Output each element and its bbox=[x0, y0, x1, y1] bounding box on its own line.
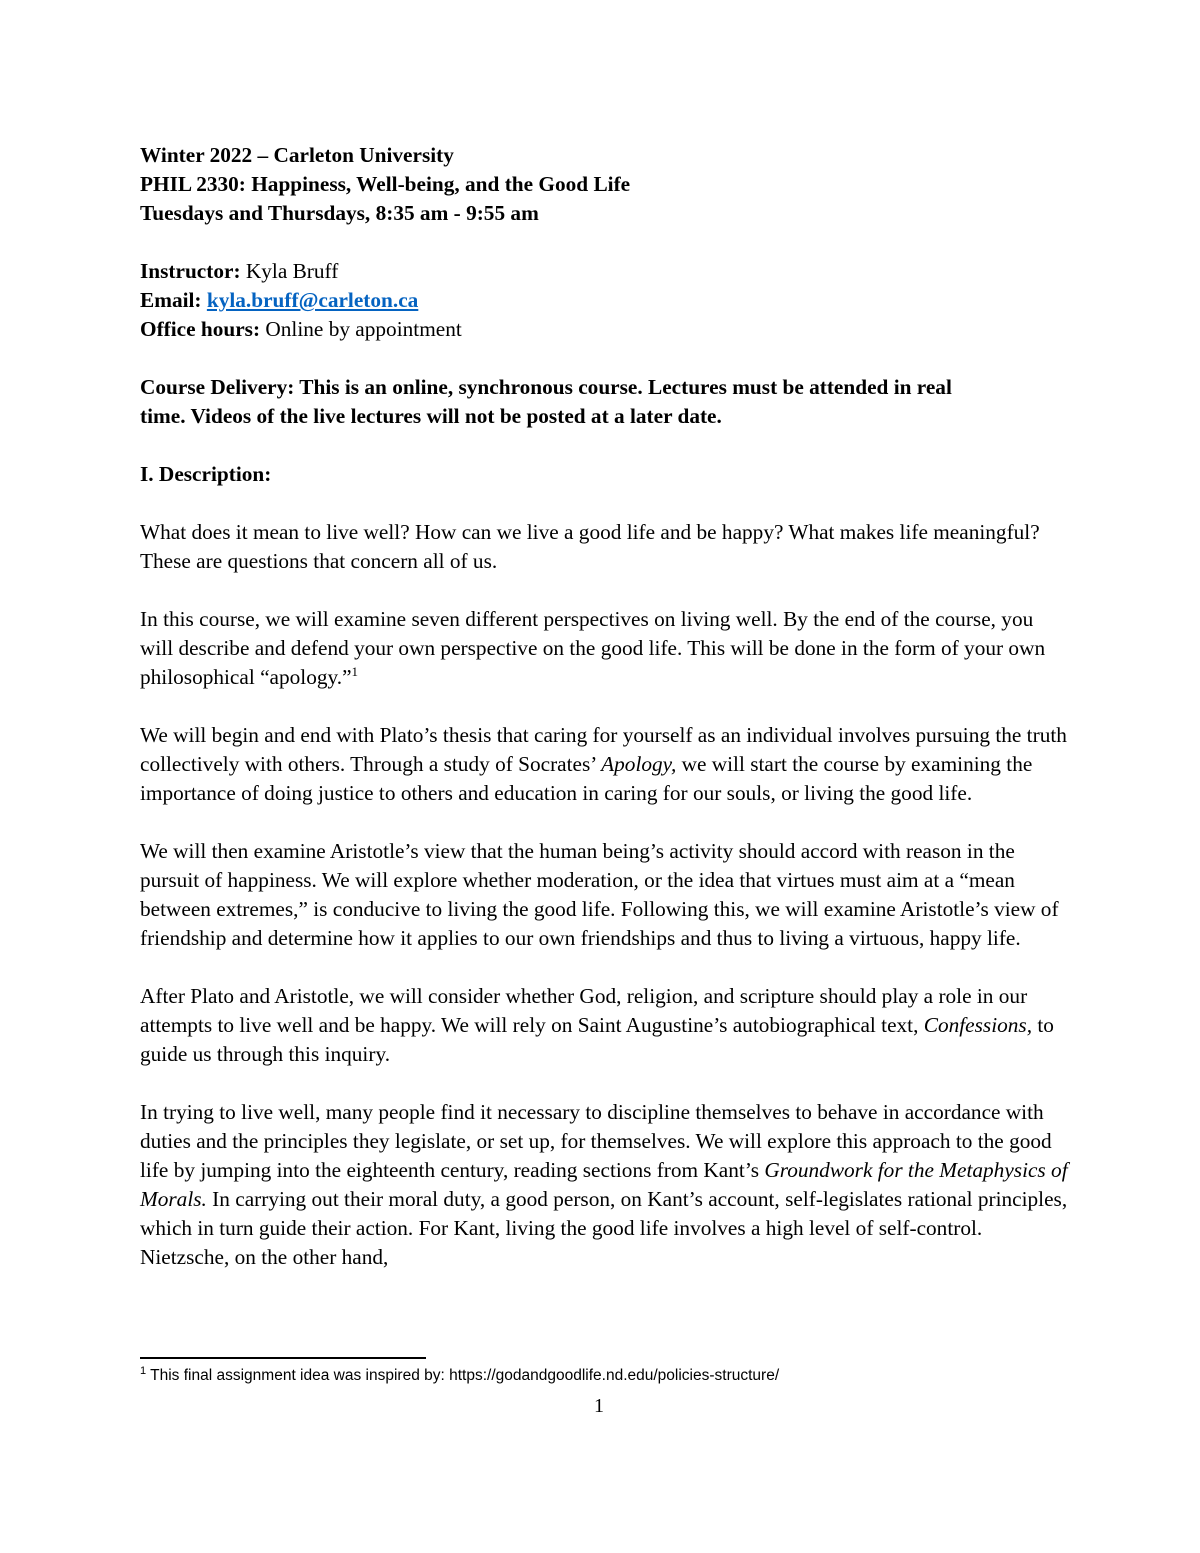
footnote-separator bbox=[140, 1357, 426, 1359]
description-paragraph-6 bbox=[140, 1098, 1070, 1272]
instructor-label: Instructor: bbox=[140, 259, 241, 283]
work-title-groundwork: Groundwork for the Metaphysics of Morals. bbox=[140, 1158, 1068, 1211]
office-hours-label: Office hours: bbox=[140, 317, 261, 341]
paragraph-3-text-a: We will begin and end with Plato’s thesis that caring for yourself as an individual involves pursuing the truth collectively with others. Through a study of Socrates’ bbox=[140, 723, 1067, 776]
footnote-number: 1 bbox=[140, 1364, 147, 1377]
course-delivery-line-2: time. Videos of the live lectures will not be posted at a later date. bbox=[140, 404, 722, 428]
instructor-name: Kyla Bruff bbox=[240, 259, 339, 283]
description-paragraph-4: We will then examine Aristotle’s view that the human being’s activity should accord with reason in the pursuit of happiness. We will explore whether moderation, or the idea that virtues must aim at a “mean between extremes,” is conducive to living the good life. Following this, we will examine Aristotle’s view of friendship and determine how it applies to our own friendships and thus to living a virtuous, happy life. bbox=[140, 839, 1059, 950]
term-line: Winter 2022 – Carleton University bbox=[140, 143, 454, 167]
work-title-confessions: Confessions, bbox=[923, 1013, 1033, 1037]
paragraph-5-text-a: After Plato and Aristotle, we will consider whether God, religion, and scripture should play a role in our attempts to live well and be happy. We will rely on Saint Augustine’s autobiographical text, bbox=[140, 984, 1028, 1037]
description-paragraph-3 bbox=[140, 721, 1070, 808]
paragraph-6-text-a: In trying to live well, many people find it necessary to discipline themselves to behave in accordance with duties and the principles they legislate, or set up, for themselves. We will explore this approach to the good life by jumping into the eighteenth century, reading sections from Kant’s bbox=[140, 1100, 1052, 1182]
description-paragraph-2 bbox=[140, 605, 1070, 692]
course-title: PHIL 2330: Happiness, Well-being, and the Good Life bbox=[140, 172, 631, 196]
description-paragraph-5 bbox=[140, 982, 1070, 1069]
section-heading: I. Description: bbox=[140, 462, 272, 486]
footnote-reference: 1 bbox=[351, 663, 359, 679]
course-delivery-line-1: Course Delivery: This is an online, synchronous course. Lectures must be attended in real bbox=[140, 375, 952, 399]
paragraph-3-text-b: we will start the course by examining the importance of doing justice to others and education in caring for our souls, or living the good life. bbox=[140, 752, 1033, 805]
footnote-text: This final assignment idea was inspired by: https://godandgoodlife.nd.edu/policies-structure/ bbox=[146, 1367, 780, 1384]
paragraph-2-text: In this course, we will examine seven different perspectives on living well. By the end of the course, you will describe and defend your own perspective on the good life. This will be done in the form of your own philosophical “apology.” bbox=[140, 607, 1046, 689]
page-number: 1 bbox=[594, 1395, 604, 1417]
office-hours-value: Online by appointment bbox=[260, 317, 462, 341]
course-schedule: Tuesdays and Thursdays, 8:35 am - 9:55 am bbox=[140, 201, 539, 225]
email-link[interactable]: kyla.bruff@carleton.ca bbox=[206, 288, 419, 312]
office-hours-line bbox=[140, 315, 1070, 344]
email-line bbox=[140, 286, 1070, 315]
description-paragraph-1: What does it mean to live well? How can we live a good life and be happy? What makes life meaningful? These are questions that concern all of us. bbox=[140, 520, 1040, 573]
paragraph-6-text-b: In carrying out their moral duty, a good person, on Kant’s account, self-legislates rational principles, which in turn guide their action. For Kant, living the good life involves a high level of self-control. Nietzsche, on the other hand, bbox=[140, 1187, 1068, 1269]
email-label: Email: bbox=[140, 288, 202, 312]
page-content bbox=[140, 141, 1070, 1272]
instructor-line bbox=[140, 257, 1070, 286]
work-title-apology: Apology, bbox=[601, 752, 677, 776]
paragraph-5-text-b: to guide us through this inquiry. bbox=[140, 1013, 1054, 1066]
footnote bbox=[140, 1366, 1070, 1386]
